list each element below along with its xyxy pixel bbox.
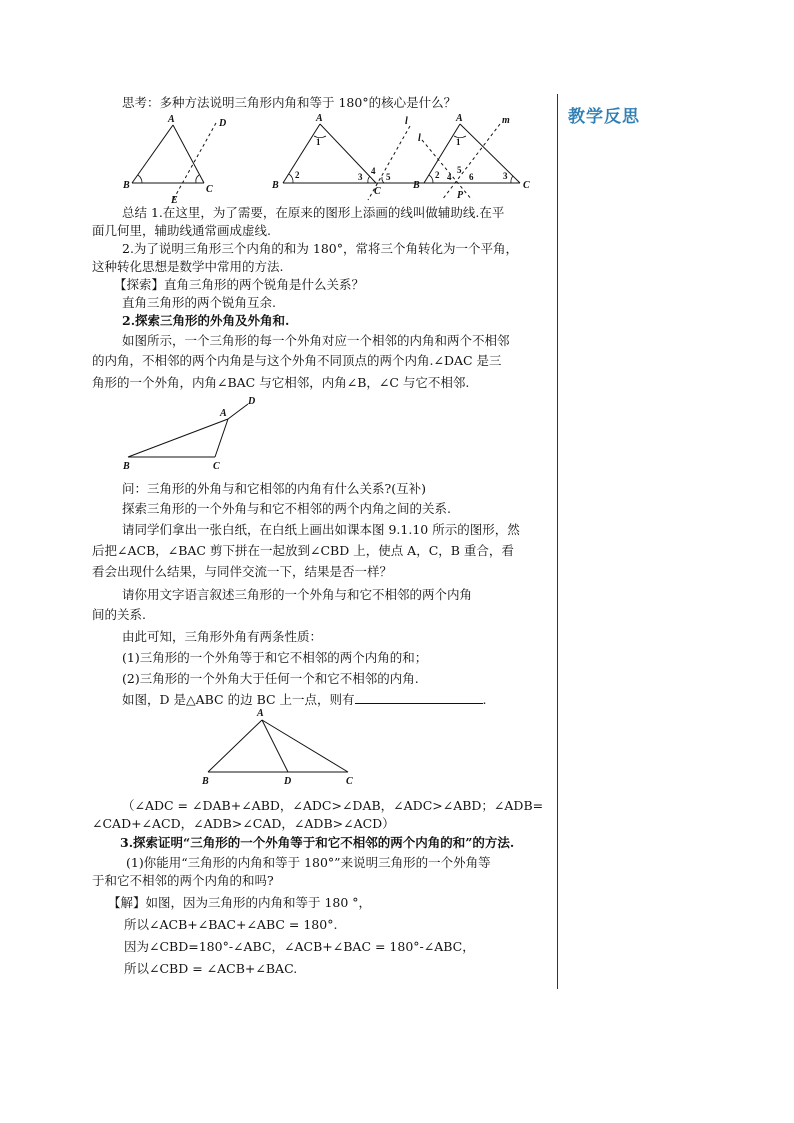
fig1-label-d: D [219, 118, 227, 129]
property-1-text: (1)三角形的一个外角等于和它不相邻的两个内角的和； [122, 650, 428, 665]
fig1-label-e: E [171, 195, 178, 204]
fig2-label-a: A [316, 113, 323, 124]
solution-text-3: 因为∠CBD=180°-∠ABC，∠ACB+∠BAC = 180°-∠ABC， [124, 939, 475, 954]
fig2-label-l: l [405, 116, 408, 127]
describe-text-1: 请你用文字语言叙述三角形的一个外角与和它不相邻的两个内角 [122, 587, 473, 602]
fig3-angle-5: 5 [457, 165, 462, 175]
solution-line-1 [108, 894, 371, 912]
explore-line [122, 500, 451, 518]
fig3-label-a: A [456, 113, 463, 124]
property-2-text: (2)三角形的一个外角大于任何一个和它不相邻的内角. [122, 671, 419, 686]
activity-line-3 [92, 563, 392, 581]
explore-right-triangle-text: 【探索】直角三角形的两个锐角是什么关系？ [114, 277, 365, 292]
fig2-angle-2: 2 [295, 170, 300, 180]
exterior-angle-text-2: 的内角，不相邻的两个内角是与这个外角不同顶点的两个内角.∠DAC 是三 [92, 353, 502, 368]
right-triangle-answer-text: 直角三角形的两个锐角互余. [122, 295, 276, 310]
solution-line-3 [124, 938, 475, 956]
describe-text-2: 间的关系. [92, 607, 146, 622]
exterior-angle-text-3: 角形的一个外角，内角∠BAC 与它相邻，内角∠B，∠C 与它不相邻. [92, 375, 470, 390]
summary-line-2 [92, 222, 271, 240]
fig2-angle-4: 4 [371, 166, 376, 176]
exercise-text: 如图，D 是△ABC 的边 BC 上一点，则有 [122, 692, 355, 707]
section-3-question-2 [92, 872, 274, 890]
summary-text-2: 面几何里，辅助线通常画成虚线. [92, 223, 271, 238]
fig4-label-c: C [213, 461, 220, 472]
fig3-angle-6: 6 [469, 172, 474, 182]
summary-text-1: 总结 1.在这里，为了需要，在原来的图形上添画的线叫做辅助线.在平 [122, 205, 505, 220]
think-question [122, 94, 456, 112]
properties-intro [122, 628, 322, 646]
question-line [122, 480, 426, 498]
section-2-heading-text: 2.探索三角形的外角及外角和. [122, 313, 290, 328]
figure-1 [122, 114, 226, 204]
exterior-angle-para-2 [92, 352, 502, 370]
question-text: 问：三角形的外角与和它相邻的内角有什么关系?(互补) [122, 481, 426, 496]
fig5-label-a: A [257, 708, 264, 719]
answer-blank [355, 691, 483, 704]
fig3-label-l: l [418, 133, 421, 144]
property-2 [122, 670, 419, 688]
right-triangle-answer [122, 294, 276, 312]
fig1-label-c: C [206, 184, 213, 195]
fig2-angle-1: 1 [316, 137, 321, 147]
fig2-angle-3: 3 [358, 172, 363, 182]
fig3-label-m: m [502, 115, 510, 126]
answer-text-2: ∠CAD+∠ACD，∠ADB>∠CAD，∠ADB>∠ACD） [92, 816, 395, 831]
reflection-title: 教学反思 [568, 107, 640, 127]
fig5-label-b: B [202, 776, 209, 787]
property-1 [122, 649, 427, 667]
exercise-line: 如图，D 是△ABC 的边 BC 上一点，则有 . [122, 692, 487, 707]
summary-line-1 [122, 204, 504, 222]
fig4-label-a: A [220, 408, 227, 419]
fig1-label-a: A [168, 114, 175, 125]
fig2-label-b: B [272, 180, 279, 191]
answer-line-1 [122, 797, 543, 815]
solution-line-4 [124, 960, 297, 978]
solution-text-4: 所以∠CBD = ∠ACB+∠BAC. [124, 961, 298, 976]
triangle-abd-figure [196, 708, 366, 790]
fig4-label-b: B [123, 461, 130, 472]
fig2-label-c: C [374, 186, 381, 197]
section-3-question-text-2: 于和它不相邻的两个内角的和吗? [92, 873, 274, 888]
solution-text-1: 【解】如图，因为三角形的内角和等于 180 °， [108, 895, 372, 910]
fig2-angle-5: 5 [386, 172, 391, 182]
fig3-angle-2: 2 [435, 170, 440, 180]
angle-sum-figures [120, 112, 560, 204]
fig5-label-d: D [284, 776, 292, 787]
think-question-text: 思考：多种方法说明三角形内角和等于 180°的核心是什么？ [122, 95, 457, 110]
activity-line-1 [122, 521, 520, 539]
fig5-label-c: C [346, 776, 353, 787]
explore-text: 探索三角形的一个外角与和它不相邻的两个内角之间的关系. [122, 501, 451, 516]
explore-right-triangle [114, 276, 364, 294]
answer-line-2 [92, 815, 395, 833]
section-3-question-1 [126, 854, 491, 872]
activity-text-3: 看会出现什么结果，与同伴交流一下，结果是否一样？ [92, 564, 393, 579]
fig4-label-d: D [248, 396, 256, 407]
exterior-angle-para-1 [122, 332, 510, 350]
figure-2 [271, 113, 425, 200]
activity-text-1: 请同学们拿出一张白纸，在白纸上画出如课本图 9.1.10 所示的图形，然 [122, 522, 520, 537]
fig3-angle-4: 4 [447, 172, 452, 182]
describe-line-1 [122, 586, 472, 604]
section-2-heading [122, 312, 289, 330]
summary-text-4: 这种转化思想是数学中常用的方法. [92, 259, 284, 274]
fig3-angle-1: 1 [456, 137, 461, 147]
solution-text-2: 所以∠ACB+∠BAC+∠ABC = 180°. [124, 917, 338, 932]
figure-3 [412, 113, 530, 201]
fig3-label-p: P [457, 190, 464, 201]
properties-intro-text: 由此可知，三角形外角有两条性质： [122, 629, 323, 644]
exterior-angle-para-3 [92, 374, 469, 392]
fig3-angle-3: 3 [503, 171, 508, 181]
section-3-question-text-1: (1)你能用“三角形的内角和等于 180°”来说明三角形的一个外角等 [126, 855, 491, 870]
fig1-label-b: B [123, 180, 130, 191]
describe-line-2 [92, 606, 146, 624]
exterior-angle-text-1: 如图所示，一个三角形的每一个外角对应一个相邻的内角和两个不相邻 [122, 333, 510, 348]
activity-text-2: 后把∠ACB，∠BAC 剪下拼在一起放到∠CBD 上，使点 A，C，B 重合，看 [92, 543, 514, 558]
fig3-label-c: C [523, 180, 530, 191]
summary-line-4 [92, 258, 283, 276]
activity-line-2 [92, 542, 514, 560]
summary-text-3: 2.为了说明三角形三个内角的和为 180°，常将三个角转化为一个平角， [122, 241, 519, 256]
column-divider [557, 94, 558, 989]
solution-line-2 [124, 916, 337, 934]
section-3-heading-text: 3.探索证明“三角形的一个外角等于和它不相邻的两个内角的和”的方法. [120, 835, 515, 850]
answer-text-1: （∠ADC = ∠DAB+∠ABD，∠ADC>∠DAB，∠ADC>∠ABD；∠ADB= [122, 798, 544, 813]
section-3-heading [120, 834, 514, 852]
exterior-angle-figure [120, 394, 270, 472]
fig3-label-b: B [413, 180, 420, 191]
summary-line-3 [122, 240, 518, 258]
